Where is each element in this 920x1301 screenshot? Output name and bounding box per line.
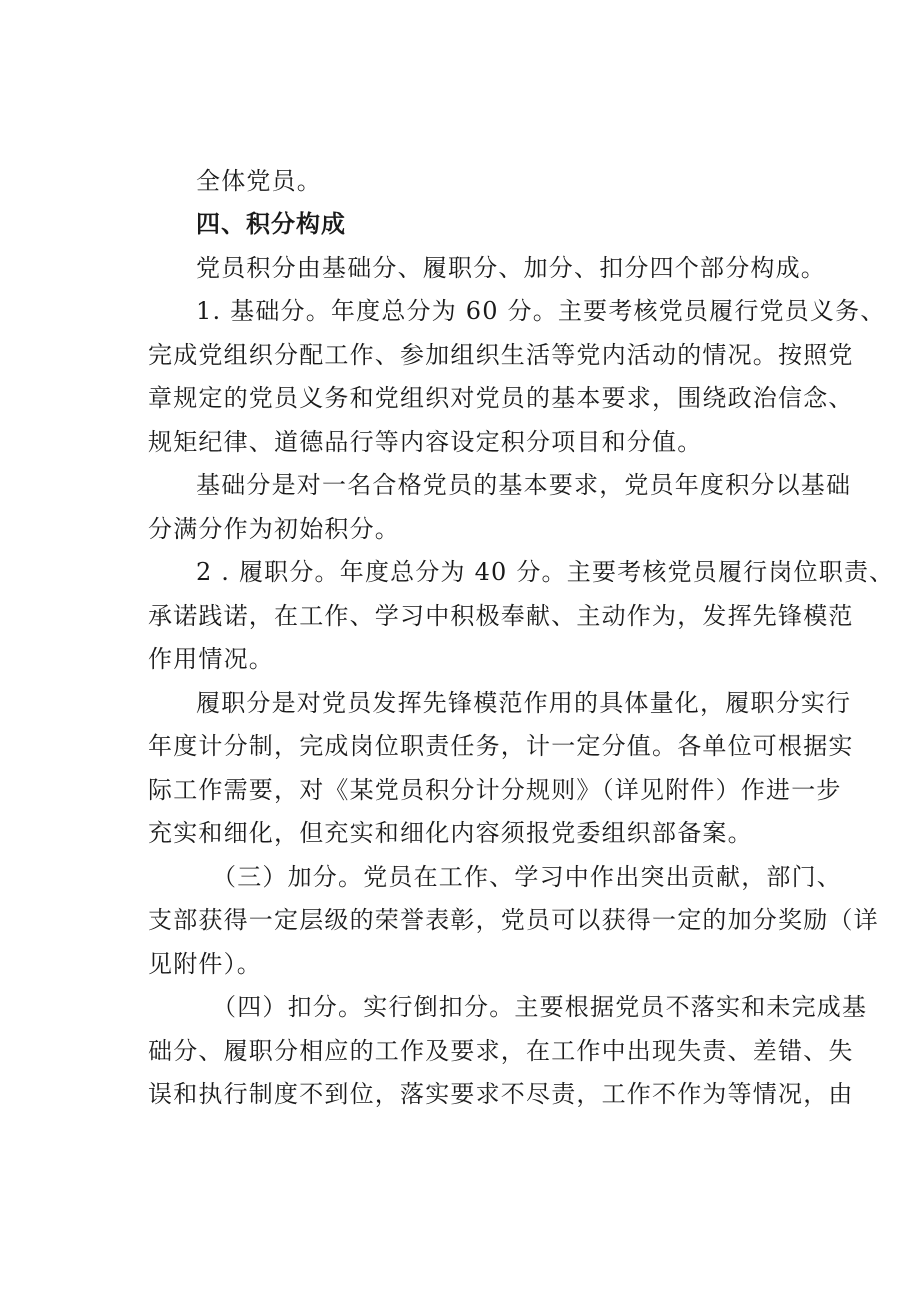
paragraph-line: 规矩纪律、道德品行等内容设定积分项目和分值。 [148, 428, 703, 456]
paragraph-line: 1. 基础分。年度总分为 60 分。主要考核党员履行党员义务、 [196, 297, 886, 325]
paragraph-line: 充实和细化，但充实和细化内容须报党委组织部备案。 [148, 819, 753, 847]
paragraph-line: 见附件）。 [148, 950, 262, 978]
section-heading: 四、积分构成 [196, 210, 346, 238]
paragraph-line: 章规定的党员义务和党组织对党员的基本要求，围绕政治信念、 [148, 384, 854, 412]
paragraph-line: （四）扣分。实行倒扣分。主要根据党员不落实和未完成基 [212, 993, 868, 1021]
paragraph-line: 际工作需要，对《某党员积分计分规则》（详见附件）作进一步 [148, 776, 842, 804]
paragraph-line: 础分、履职分相应的工作及要求，在工作中出现失责、差错、失 [148, 1037, 854, 1065]
paragraph-line: 基础分是对一名合格党员的基本要求，党员年度积分以基础 [196, 471, 852, 499]
paragraph-line: （三）加分。党员在工作、学习中作出突出贡献，部门、 [212, 863, 842, 891]
paragraph-line: 2 . 履职分。年度总分为 40 分。主要考核党员履行岗位职责、 [196, 558, 895, 586]
paragraph-line: 完成党组织分配工作、参加组织生活等党内活动的情况。按照党 [148, 341, 854, 369]
paragraph-line: 误和执行制度不到位，落实要求不尽责，工作不作为等情况，由 [148, 1080, 854, 1108]
paragraph-line: 履职分是对党员发挥先锋模范作用的具体量化，履职分实行 [196, 689, 852, 717]
paragraph-line: 承诺践诺，在工作、学习中积极奉献、主动作为，发挥先锋模范 [148, 602, 854, 630]
paragraph-line: 党员积分由基础分、履职分、加分、扣分四个部分构成。 [196, 254, 826, 282]
paragraph-line: 支部获得一定层级的荣誉表彰，党员可以获得一定的加分奖励（详 [148, 906, 879, 934]
paragraph-line: 年度计分制，完成岗位职责任务，计一定分值。各单位可根据实 [148, 732, 854, 760]
paragraph-line: 作用情况。 [148, 645, 274, 673]
paragraph-line: 分满分作为初始积分。 [148, 515, 400, 543]
text-line: 全体党员。 [196, 167, 322, 195]
